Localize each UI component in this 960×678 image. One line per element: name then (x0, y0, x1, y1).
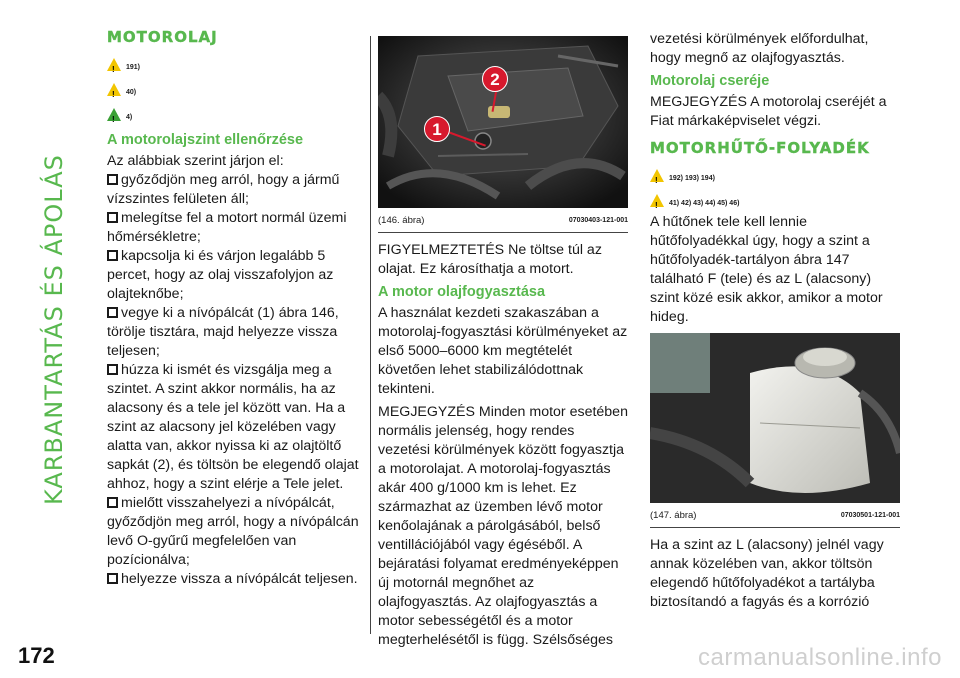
intro-text: Az alábbiak szerint járjon el: (107, 153, 284, 169)
consumption-paragraph-2: MEGJEGYZÉS Minden motor esetében normális jelenség, hogy rendes vezetési körülmények között fogyasztja a motorolajat. A motorolaj-fogyasztás akár 400 g/1000 km is lehet. Ez származhat az üzemben lévő motor kenőolajának a párolgásából, belső ventillációjából vagy égéséből. A bejáratási folyamat eredményeképpen új motornál megnőhet az olajfogyasztás. Az olajfogyasztás a motor sebességétől és a motor megterhelésétől is függ. Szélsőséges (378, 404, 628, 648)
checkbox-bullet-icon (107, 307, 118, 318)
warning-ref-40: ! 40) (107, 77, 363, 102)
warning-triangle-icon (107, 58, 121, 71)
continued-paragraph: vezetési körülmények előfordulhat, hogy megnő az olajfogyasztás. (650, 31, 869, 66)
page-number: 172 (18, 643, 55, 668)
column-divider (370, 36, 371, 634)
overfill-warning: FIGYELMEZTETÉS Ne töltse túl az olajat. Ez károsíthatja a motort. (378, 242, 602, 277)
coolant-tank-image (650, 333, 900, 503)
checkbox-bullet-icon (107, 364, 118, 375)
subheading-oil-change: Motorolaj cseréje (650, 73, 770, 89)
info-ref-4: ! 4) (107, 102, 363, 127)
warning-triangle-icon (650, 169, 664, 182)
checkbox-bullet-icon (107, 174, 118, 185)
figure-147-coolant-tank (650, 333, 900, 503)
coolant-paragraph-1: A hűtőnek tele kell lennie hűtőfolyadékkal úgy, hogy a szint a hűtőfolyadék-tartályon ábra 147 található F (tele) és az L (alacsony) szint közé esik akkor, amikor a motor hideg. (650, 214, 883, 325)
oil-change-note: MEGJEGYZÉS A motorolaj cseréjét a Fiat márkaképviselet végzi. (650, 94, 887, 129)
info-triangle-icon (107, 108, 121, 121)
section-title-motorolaj: MOTOROLAJ (107, 28, 218, 46)
figure-147-caption: (147. ábra) 07030501-121-001 (650, 506, 900, 528)
warning-triangle-icon (650, 194, 664, 207)
coolant-paragraph-2: Ha a szint az L (alacsony) jelnél vagy annak közelében van, akkor töltsön elegendő hűtőfolyadékot a tartályba biztosítandó a fagyás és a korrózió (650, 537, 884, 610)
subheading-oil-consumption: A motor olajfogyasztása (378, 284, 546, 300)
checkbox-bullet-icon (107, 250, 118, 261)
warning-ref-41-46: ! 41) 42) 43) 44) 45) 46) (650, 188, 900, 213)
subheading-oil-level-check: A motorolajszint ellenőrzése (107, 132, 304, 148)
watermark: carmanualsonline.info (698, 644, 942, 671)
checkbox-bullet-icon (107, 212, 118, 223)
warning-triangle-icon (107, 83, 121, 96)
checkbox-bullet-icon (107, 497, 118, 508)
callout-1: 1 (424, 116, 450, 142)
step-item: kapcsolja ki és várjon legalább 5 percet, hogy az olaj visszafolyjon az olajteknőbe; (107, 248, 334, 302)
callout-2: 2 (482, 66, 508, 92)
figure-146-engine-bay (378, 36, 628, 208)
step-item: mielőtt visszahelyezi a nívópálcát, győződjön meg arról, hogy a nívópálcán levő O-gyűrű megfelelően van pozícionálva; (107, 495, 359, 568)
step-item: húzza ki ismét és vizsgálja meg a szintet. A szint akkor normális, ha az alacsony és a tele jel között van. Ha a szint az alacsony jel közelében vagy alatta van, akkor nyissa ki az olajtöltő sapkát (2), és töltsön be elegendő olajat ahhoz, hogy a szint elérje a Tele jelet. (107, 362, 359, 492)
step-item: vegye ki a nívópálcát (1) ábra 146, törölje tisztára, majd helyezze vissza teljesen; (107, 305, 339, 359)
engine-bay-image (378, 36, 628, 208)
figure-146-caption: (146. ábra) 07030403-121-001 (378, 211, 628, 233)
step-item: helyezze vissza a nívópálcát teljesen. (107, 570, 363, 589)
column-3 (650, 30, 900, 616)
consumption-paragraph-1: A használat kezdeti szakaszában a motorolaj-fogyasztási körülményeket az első 5000–6000 km megtételét követően lehet stabilizálódottnak tekinteni. (378, 305, 628, 397)
section-title-coolant: MOTORHŰTŐ-FOLYADÉK (650, 139, 870, 157)
step-item: győződjön meg arról, hogy a jármű vízszintes felületen áll; (107, 172, 340, 207)
step-item: melegítse fel a motort normál üzemi hőmérsékletre; (107, 210, 347, 245)
checkbox-bullet-icon (107, 573, 118, 584)
warning-ref-191: ! 191) (107, 52, 363, 77)
warning-ref-192-194: ! 192) 193) 194) (650, 163, 900, 188)
column-1 (107, 28, 363, 589)
column-2 (378, 36, 628, 654)
